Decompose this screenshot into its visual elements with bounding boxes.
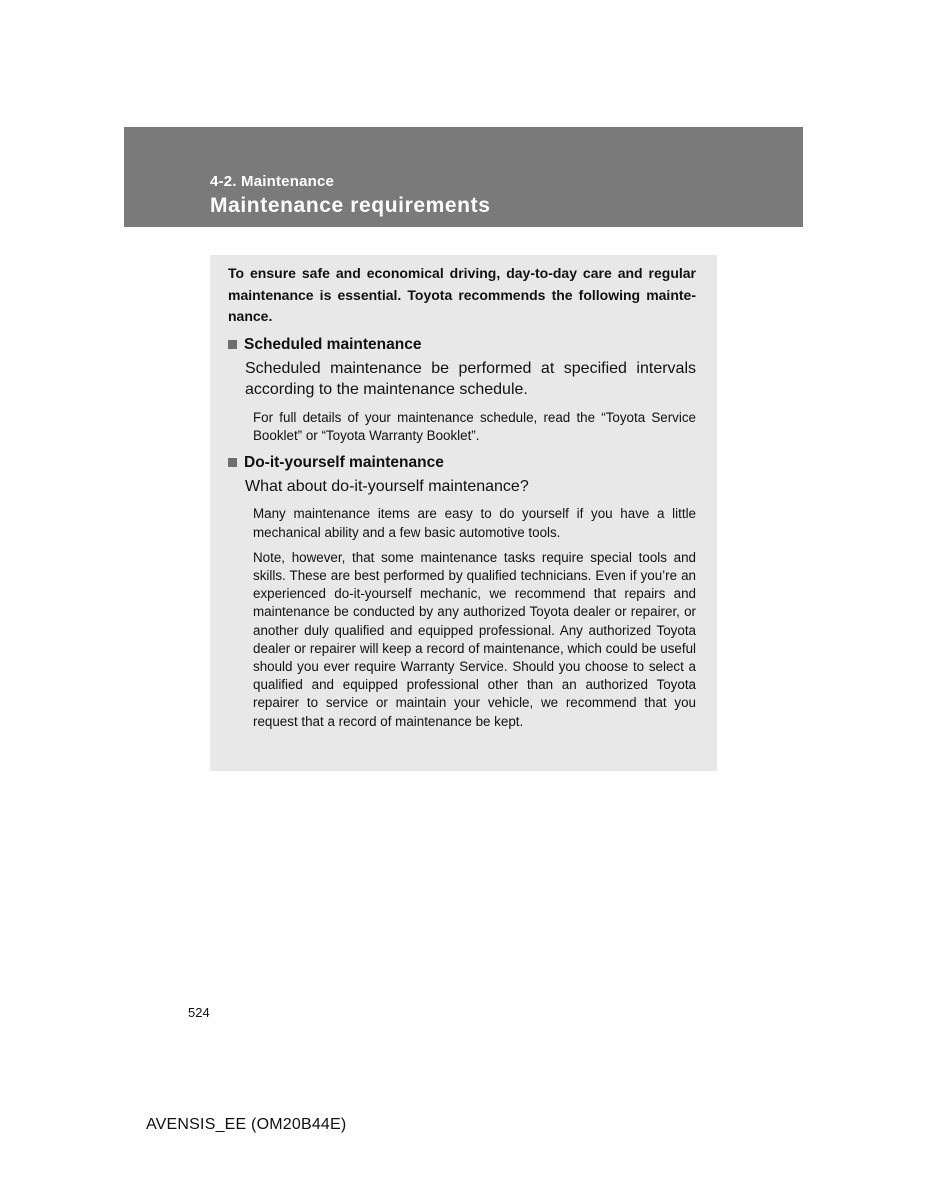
diy-maintenance-lead: What about do-it-yourself maintenance?	[245, 477, 529, 495]
scheduled-maintenance-lead: Scheduled maintenance be performed at specified intervals according to the maintenance schedule.	[245, 359, 696, 398]
header-band	[124, 127, 803, 227]
diy-maintenance-heading	[228, 452, 696, 474]
intro-paragraph: To ensure safe and economical driving, day-to-day care and regular maintenance is essential. Toyota recommends the following maintenance.	[228, 265, 696, 324]
content-box	[210, 255, 717, 771]
square-bullet-icon	[228, 340, 237, 349]
heading-text: Scheduled maintenance	[244, 335, 422, 353]
page-number: 524	[188, 1005, 210, 1020]
diy-maintenance-detail-2: Note, however, that some maintenance tasks require special tools and skills. These are best performed by qualified technicians. Even if you’re an experienced do-it-yourself mechanic, we recommend that repairs and maintenance be conducted by any authorized Toyota dealer or repairer, or another duly qualified and equipped professional. Any authorized Toyota dealer or repairer will keep a record of maintenance, which could be useful should you ever require Warranty Service. Should you choose to select a qualified and equipped professional other than an authorized Toyota repairer to service or maintain your vehicle, we recommend that you request that a record of maintenance be kept.	[253, 549, 696, 729]
section-label: 4-2. Maintenance	[210, 173, 335, 190]
scheduled-maintenance-detail: For full details of your maintenance schedule, read the “Toyota Service Booklet” or “Toyota Warranty Booklet”.	[253, 409, 696, 443]
page-title: Maintenance requirements	[210, 194, 491, 217]
heading-text: Do-it-yourself maintenance	[244, 453, 444, 471]
diy-maintenance-detail-1: Many maintenance items are easy to do yourself if you have a little mechanical ability and a few basic automotive tools.	[253, 506, 696, 540]
footer-manual-code: AVENSIS_EE (OM20B44E)	[146, 1116, 347, 1133]
square-bullet-icon	[228, 458, 237, 467]
scheduled-maintenance-heading	[228, 334, 696, 356]
